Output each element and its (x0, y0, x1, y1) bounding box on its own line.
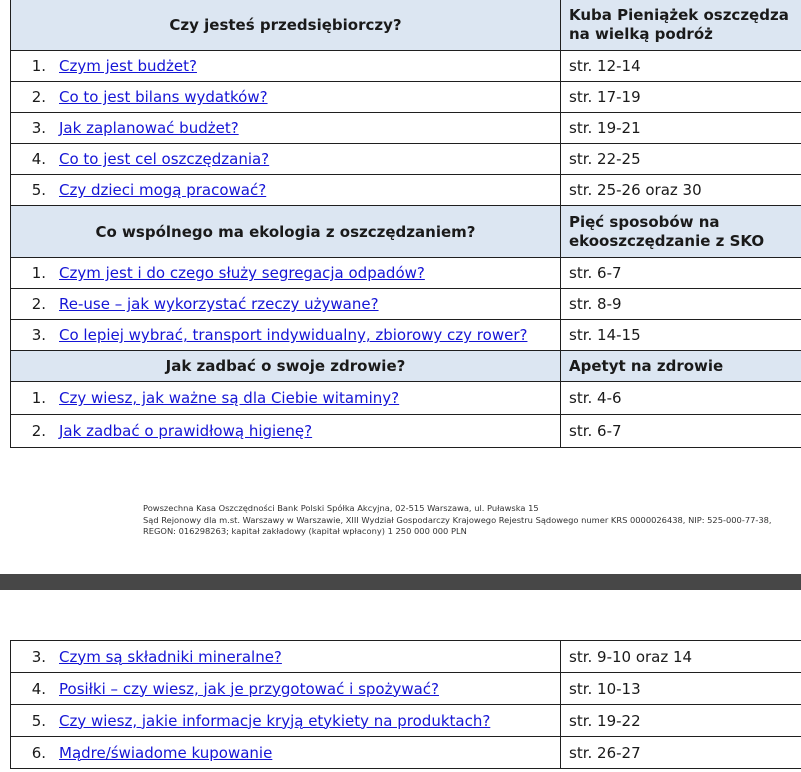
table-row (11, 737, 801, 769)
table-row (11, 289, 801, 320)
table-row (11, 320, 801, 351)
item-number: 6. (31, 743, 46, 762)
footer-line: Sąd Rejonowy dla m.st. Warszawy w Warszawie, XIII Wydział Gospodarczy Krajowego Rejestru Sądowego numer KRS 0000026438, NIP: 525-000-77-38, (143, 514, 772, 525)
item-number: 2. (31, 88, 46, 106)
footer-line: Powszechna Kasa Oszczędności Bank Polski Spółka Akcyjna, 02-515 Warszawa, ul. Puławska 15 (143, 503, 539, 513)
item-number: 5. (31, 711, 46, 730)
section-topic: Czy jesteś przedsiębiorczy? (11, 0, 561, 51)
table-row (11, 258, 801, 289)
page-range: str. 6-7 (561, 258, 801, 289)
section-source: Pięć sposobów na ekooszczędzanie z SKO (561, 206, 801, 258)
page-range: str. 19-21 (561, 113, 801, 144)
table-row (11, 382, 801, 415)
topic-link[interactable]: Jak zadbać o prawidłową higienę? (59, 422, 313, 440)
topic-link[interactable]: Co to jest bilans wydatków? (59, 88, 268, 106)
table-row (11, 705, 801, 737)
section-header-row (11, 0, 801, 51)
topic-link[interactable]: Posiłki – czy wiesz, jak je przygotować i spożywać? (59, 679, 439, 698)
topic-link[interactable]: Czy wiesz, jak ważne są dla Ciebie witaminy? (59, 389, 400, 407)
page-break-band (0, 574, 801, 590)
item-number: 2. (31, 295, 46, 313)
topic-link[interactable]: Czym są składniki mineralne? (59, 647, 282, 666)
table-row (11, 641, 801, 673)
topic-link[interactable]: Co to jest cel oszczędzania? (59, 150, 270, 168)
page-range: str. 6-7 (561, 415, 801, 448)
topic-link[interactable]: Czym jest budżet? (59, 57, 197, 75)
section-header-row (11, 351, 801, 382)
topic-link[interactable]: Co lepiej wybrać, transport indywidualny, zbiorowy czy rower? (59, 326, 528, 344)
item-number: 1. (31, 57, 46, 75)
item-number: 3. (31, 326, 46, 344)
page-range: str. 8-9 (561, 289, 801, 320)
page-range: str. 19-22 (561, 705, 801, 737)
section-source: Kuba Pieniążek oszczędza na wielką podróż (561, 0, 801, 51)
table-row (11, 415, 801, 448)
topics-table-page-1 (10, 0, 801, 448)
page-range: str. 10-13 (561, 673, 801, 705)
topic-link[interactable]: Czy dzieci mogą pracować? (59, 181, 267, 199)
item-number: 3. (31, 647, 46, 666)
table-row (11, 175, 801, 206)
topic-link[interactable]: Mądre/świadome kupowanie (59, 743, 273, 762)
topic-link[interactable]: Re-use – jak wykorzystać rzeczy używane? (59, 295, 379, 313)
item-number: 2. (31, 422, 46, 440)
table-row (11, 113, 801, 144)
page-range: str. 17-19 (561, 82, 801, 113)
section-header-row (11, 206, 801, 258)
topic-link[interactable]: Czy wiesz, jakie informacje kryją etykiety na produktach? (59, 711, 491, 730)
table-row (11, 82, 801, 113)
item-number: 1. (31, 264, 46, 282)
section-topic: Jak zadbać o swoje zdrowie? (11, 351, 561, 382)
page-range: str. 4-6 (561, 382, 801, 415)
section-topic: Co wspólnego ma ekologia z oszczędzaniem? (11, 206, 561, 258)
table-row (11, 51, 801, 82)
item-number: 4. (31, 150, 46, 168)
bank-legal-footer (143, 503, 772, 538)
page-range: str. 12-14 (561, 51, 801, 82)
item-number: 4. (31, 679, 46, 698)
page-range: str. 25-26 oraz 30 (561, 175, 801, 206)
topic-link[interactable]: Czym jest i do czego służy segregacja odpadów? (59, 264, 425, 282)
page-range: str. 9-10 oraz 14 (561, 641, 801, 673)
footer-line: REGON: 016298263; kapitał zakładowy (kapitał wpłacony) 1 250 000 000 PLN (143, 526, 467, 537)
item-number: 3. (31, 119, 46, 137)
section-source: Apetyt na zdrowie (561, 351, 801, 382)
table-row (11, 144, 801, 175)
page-range: str. 26-27 (561, 737, 801, 769)
page-range: str. 22-25 (561, 144, 801, 175)
item-number: 5. (31, 181, 46, 199)
topic-link[interactable]: Jak zaplanować budżet? (59, 119, 239, 137)
table-row (11, 673, 801, 705)
item-number: 1. (31, 389, 46, 407)
page-range: str. 14-15 (561, 320, 801, 351)
topics-table-page-2 (10, 640, 801, 769)
